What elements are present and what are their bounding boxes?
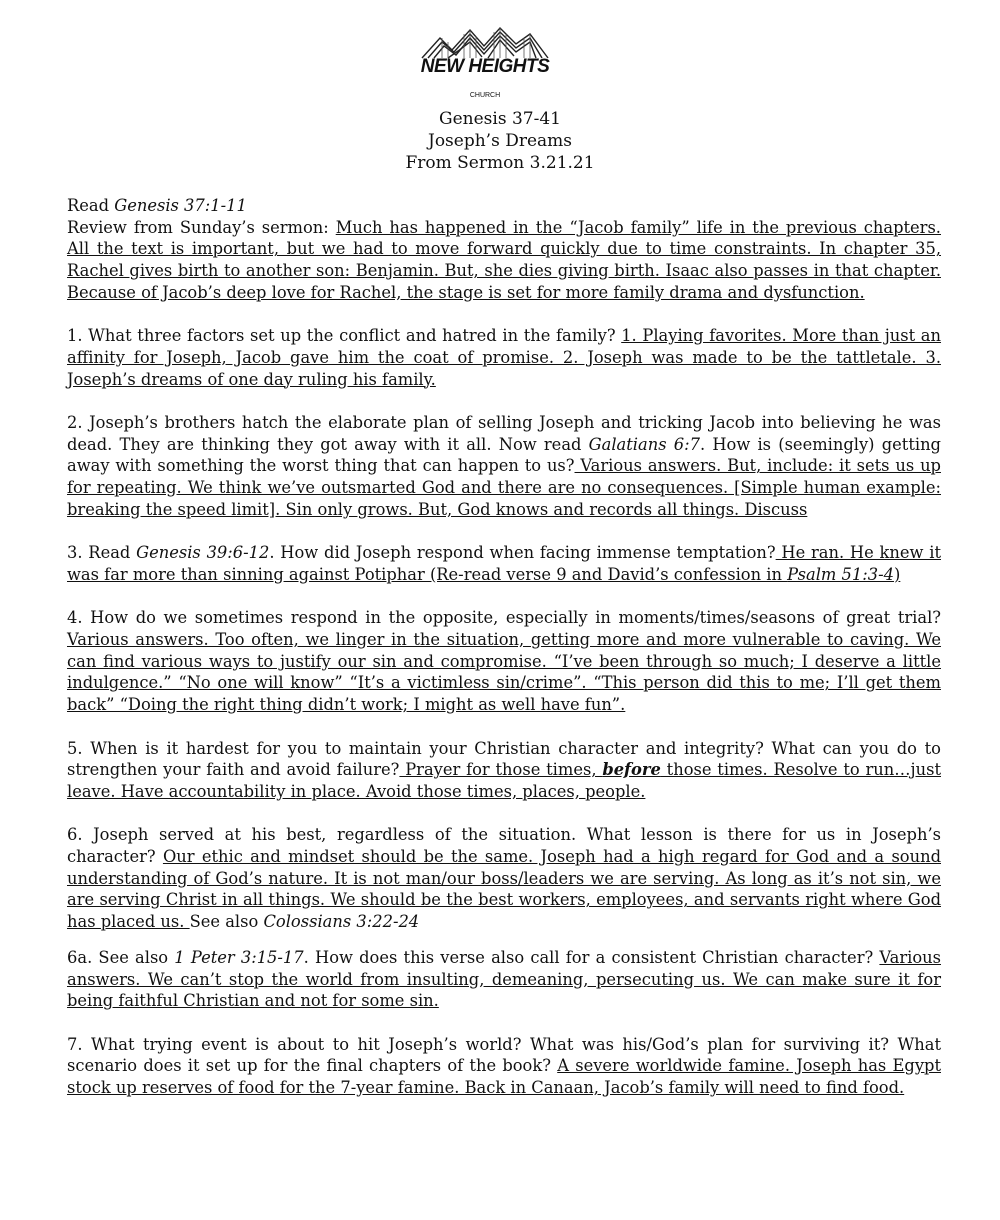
mountain-logo-icon	[418, 24, 552, 60]
question-4-answer: Various answers. Too often, we linger in the situation, getting more and more vulnerable to caving. We can find various ways to justify our sin and compromise. “I’ve been through so much; I deserve a little indulgence.” “No one will know” “It’s a victimless sin/crime”. “This person did this to me; I’ll get them back” “Doing the right thing didn’t work; I might as well have fun”.	[67, 630, 941, 715]
question-7-text: 7. What trying event is about to hit Joseph’s world? What was his/God’s plan for surviving it? What scenario does it set up for the final chapters of the book?	[67, 1034, 941, 1076]
review-label: Review from Sunday’s sermon:	[67, 217, 336, 237]
header-scripture: Genesis 37-41	[439, 109, 561, 129]
document-header	[0, 108, 1000, 174]
question-5-answer-a: Prayer for those times,	[399, 760, 603, 780]
question-6a-answer: Various answers. We can’t stop the world from insulting, demeaning, persecuting us. We can make sure it for being faithful Christian and not for some sin.	[67, 947, 941, 1011]
question-2-answer: Various answers. But, include: it sets us up for repeating. We think we’ve outsmarted God and there are no consequences. [Simple human example: breaking the speed limit]. Sin only grows. But, God knows and records all things. Discuss	[67, 456, 941, 519]
question-1-text: 1. What three factors set up the conflict and hatred in the family?	[67, 326, 622, 346]
question-2	[67, 412, 941, 521]
question-3-answer-reference: Psalm 51:3-4	[787, 564, 894, 584]
question-2-text-a: 2. Joseph’s brothers hatch the elaborate plan of selling Joseph and tricking Jacob into believing he was dead. They are thinking they got away with it all. Now read	[67, 413, 941, 454]
question-6-answer: Our ethic and mindset should be the same. Joseph had a high regard for God and a sound understanding of God’s nature. It is not man/our boss/leaders we are serving. As long as it’s not sin, we are serving Christ in all things. We should be the best workers, employees, and servants right where God has placed us.	[67, 847, 941, 932]
question-7-answer: A severe worldwide famine. Joseph has Egypt stock up reserves of food for the 7-year famine. Back in Canaan, Jacob’s family will need to find food.	[67, 1056, 941, 1098]
question-6-text: 6. Joseph served at his best, regardless of the situation. What lesson is there for us in Joseph’s character?	[67, 825, 941, 866]
logo-name: NEW HEIGHTS	[420, 56, 550, 77]
question-3-answer-b: )	[893, 564, 901, 584]
logo-subtitle: CHURCH	[469, 92, 501, 99]
question-6a-text-a: 6a. See also	[67, 947, 175, 967]
read-label: Read	[67, 196, 115, 215]
question-1-answer: 1. Playing favorites. More than just an affinity for Joseph, Jacob gave him the coat of promise. 2. Joseph was made to be the tattletale. 3. Joseph’s dreams of one day ruling his family.	[67, 326, 942, 389]
question-6	[67, 824, 941, 933]
question-3-text-a: 3. Read	[67, 543, 137, 563]
header-sermon-date: From Sermon 3.21.21	[405, 153, 595, 173]
question-4-text: 4. How do we sometimes respond in the opposite, especially in moments/times/seasons of great trial?	[67, 608, 941, 628]
question-5-answer-b: those times. Resolve to run…just leave. Have accountability in place. Avoid those times, places, people.	[67, 760, 941, 801]
church-logo	[418, 24, 552, 98]
question-6a-reference: 1 Peter 3:15-17	[174, 947, 304, 967]
question-5-text: 5. When is it hardest for you to maintain your Christian character and integrity? What can you do to strengthen your faith and avoid failure?	[67, 738, 941, 780]
study-guide-body	[67, 195, 941, 1120]
question-1	[67, 325, 941, 390]
question-5	[67, 738, 941, 803]
header-title: Joseph’s Dreams	[428, 131, 572, 151]
read-reference: Genesis 37:1-11	[114, 196, 247, 215]
question-2-text-b: . How is (seemingly) getting away with something the worst thing that can happen to us?	[67, 434, 941, 476]
question-7	[67, 1034, 941, 1099]
question-5-answer-emphasis: before	[602, 760, 661, 780]
question-4	[67, 607, 941, 716]
question-6-see-reference: Colossians 3:22-24	[263, 912, 420, 932]
question-6a	[67, 947, 941, 1012]
question-3-answer-a: He ran. He knew it was far more than sinning against Potiphar (Re-read verse 9 and David’s confession in	[67, 543, 941, 584]
intro-paragraph	[67, 195, 941, 304]
question-2-reference: Galatians 6:7	[588, 434, 700, 454]
question-3	[67, 542, 941, 585]
review-answer: Much has happened in the “Jacob family” life in the previous chapters. All the text is important, but we had to move forward quickly due to time constraints. In chapter 35, Rachel gives birth to another son: Benjamin. But, she dies giving birth. Isaac also passes in that chapter. Because of Jacob’s deep love for Rachel, the stage is set for more family drama and dysfunction.	[67, 217, 941, 302]
question-3-reference: Genesis 39:6-12	[136, 543, 270, 563]
question-3-text-b: . How did Joseph respond when facing immense temptation?	[269, 543, 776, 563]
question-6a-text-b: . How does this verse also call for a consistent Christian character?	[303, 947, 880, 967]
question-6-see-also: See also	[189, 912, 264, 932]
